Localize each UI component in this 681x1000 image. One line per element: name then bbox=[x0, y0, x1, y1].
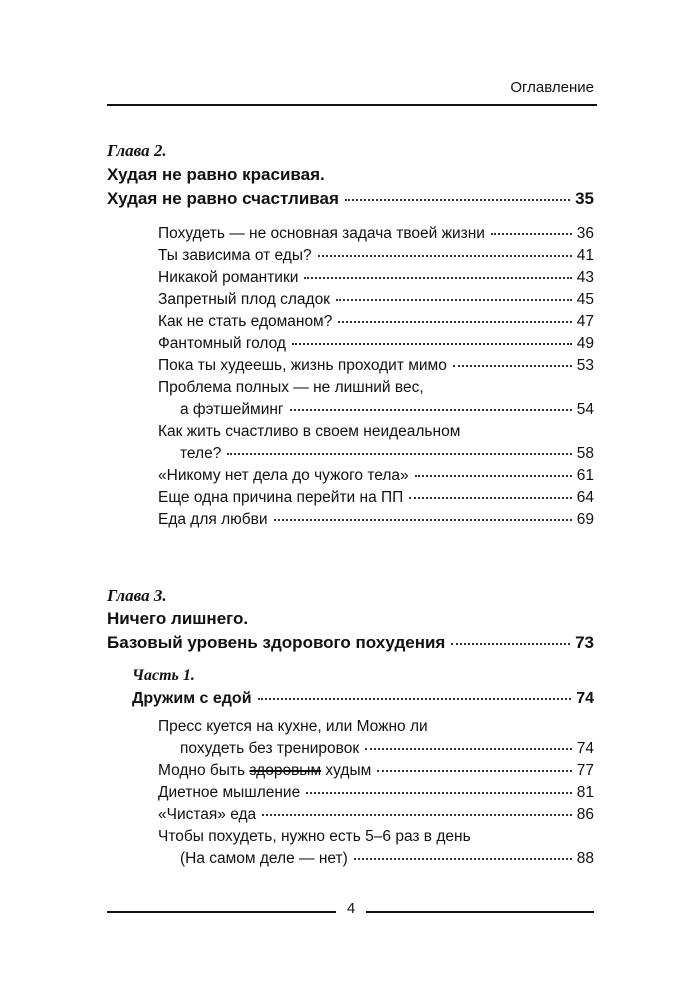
toc-entry-line2[interactable] bbox=[180, 740, 594, 758]
leader-dots bbox=[409, 497, 571, 499]
chapter-3-title-line1 bbox=[107, 609, 248, 629]
toc-entry-title: похудеть без тренировок bbox=[180, 740, 360, 757]
chapter-3-title-line2[interactable] bbox=[107, 633, 594, 653]
leader-dots bbox=[354, 858, 572, 860]
toc-entry-title: Пресс куется на кухне, или Можно ли bbox=[158, 718, 428, 735]
toc-entry[interactable] bbox=[158, 784, 594, 802]
page-number: 74 bbox=[576, 740, 594, 757]
toc-entry-title: Ты зависима от еды? bbox=[158, 247, 312, 264]
page-number: 35 bbox=[575, 189, 594, 208]
leader-dots bbox=[274, 519, 572, 521]
toc-entry[interactable] bbox=[158, 269, 594, 287]
leader-dots bbox=[290, 409, 572, 411]
toc-entry[interactable] bbox=[158, 762, 594, 780]
toc-entry-title: «Чистая» еда bbox=[158, 806, 257, 823]
footer-rule-left bbox=[107, 911, 336, 913]
leader-dots bbox=[451, 643, 570, 645]
chapter-2-title-line2-text: Худая не равно счастливая bbox=[107, 189, 339, 208]
toc-entry-line2[interactable] bbox=[180, 445, 594, 463]
struck-word: здоровым bbox=[249, 762, 322, 779]
toc-entry-title: Никакой романтики bbox=[158, 269, 299, 286]
page-number: 58 bbox=[576, 445, 594, 462]
leader-dots bbox=[258, 698, 572, 700]
toc-entry[interactable] bbox=[158, 489, 594, 507]
toc-entry-title: Как не стать едоманом? bbox=[158, 313, 333, 330]
folio: 4 bbox=[346, 900, 356, 917]
part-1-title-text: Дружим с едой bbox=[132, 690, 252, 707]
footer-rule-right bbox=[366, 911, 594, 913]
toc-entry-line2[interactable] bbox=[180, 401, 594, 419]
toc-entry-title: Проблема полных — не лишний вес, bbox=[158, 379, 424, 396]
leader-dots bbox=[227, 453, 571, 455]
toc-entry-title: Еще одна причина перейти на ПП bbox=[158, 489, 404, 506]
chapter-3-label: Глава 3. bbox=[107, 586, 167, 605]
leader-dots bbox=[365, 748, 572, 750]
leader-dots bbox=[453, 365, 572, 367]
page-number: 77 bbox=[576, 762, 594, 779]
page-number: 61 bbox=[576, 467, 594, 484]
toc-entry-title: Запретный плод сладок bbox=[158, 291, 330, 308]
leader-dots bbox=[306, 792, 572, 794]
part-1-label: Часть 1. bbox=[132, 667, 195, 684]
page-number: 43 bbox=[576, 269, 594, 286]
leader-dots bbox=[292, 343, 572, 345]
toc-entry-title: теле? bbox=[180, 445, 222, 462]
leader-dots bbox=[415, 475, 572, 477]
page-number: 64 bbox=[576, 489, 594, 506]
page-number: 53 bbox=[576, 357, 594, 374]
page-number: 74 bbox=[576, 690, 594, 707]
page-number: 73 bbox=[575, 633, 594, 652]
chapter-2-label: Глава 2. bbox=[107, 141, 167, 160]
page-number: 69 bbox=[576, 511, 594, 528]
toc-entry-title: Фантомный голод bbox=[158, 335, 286, 352]
page-number: 54 bbox=[576, 401, 594, 418]
page-number: 45 bbox=[576, 291, 594, 308]
toc-entry-title: (На самом деле — нет) bbox=[180, 850, 348, 867]
toc-entry[interactable] bbox=[158, 335, 594, 353]
page-number: 36 bbox=[576, 225, 594, 242]
toc-entry-line1[interactable] bbox=[158, 718, 428, 736]
toc-entry-title: Еда для любви bbox=[158, 511, 268, 528]
chapter-2-title-line2[interactable] bbox=[107, 189, 594, 209]
chapter-3-title-line1-text: Ничего лишнего. bbox=[107, 609, 249, 628]
leader-dots bbox=[491, 233, 572, 235]
toc-entry-title: Похудеть — не основная задача твоей жизни bbox=[158, 225, 485, 242]
page-number: 81 bbox=[576, 784, 594, 801]
toc-entry-line1[interactable] bbox=[158, 828, 471, 846]
leader-dots bbox=[338, 321, 571, 323]
leader-dots bbox=[336, 299, 572, 301]
toc-entry-line1[interactable] bbox=[158, 379, 424, 397]
toc-entry-title: «Никому нет дела до чужого тела» bbox=[158, 467, 409, 484]
leader-dots bbox=[377, 770, 572, 772]
toc-entry[interactable] bbox=[158, 313, 594, 331]
top-rule bbox=[107, 104, 597, 106]
toc-entry-title: а фэтшейминг bbox=[180, 401, 284, 418]
page-number: 49 bbox=[576, 335, 594, 352]
leader-dots bbox=[345, 199, 570, 201]
toc-entry-title-before: Модно быть bbox=[158, 762, 246, 779]
toc-entry-title: Диетное мышление bbox=[158, 784, 301, 801]
toc-entry-title: Как жить счастливо в своем неидеальном bbox=[158, 423, 461, 440]
toc-entry-line2[interactable] bbox=[180, 850, 594, 868]
chapter-2-title-line1 bbox=[107, 165, 325, 185]
page-number: 86 bbox=[576, 806, 594, 823]
chapter-3-title-line2-text: Базовый уровень здорового похудения bbox=[107, 633, 446, 652]
toc-entry-title: Чтобы похудеть, нужно есть 5–6 раз в день bbox=[158, 828, 471, 845]
page-number: 88 bbox=[576, 850, 594, 867]
toc-entry-title: Пока ты худеешь, жизнь проходит мимо bbox=[158, 357, 447, 374]
leader-dots bbox=[304, 277, 571, 279]
toc-entry[interactable] bbox=[158, 225, 594, 243]
toc-entry[interactable] bbox=[158, 291, 594, 309]
leader-dots bbox=[262, 814, 572, 816]
page-number: 41 bbox=[576, 247, 594, 264]
running-head: Оглавление bbox=[510, 79, 594, 96]
toc-entry[interactable] bbox=[158, 467, 594, 485]
toc-entry[interactable] bbox=[158, 511, 594, 529]
toc-entry[interactable] bbox=[158, 357, 594, 375]
toc-entry[interactable] bbox=[158, 247, 594, 265]
toc-entry-title-after: худым bbox=[325, 762, 372, 779]
toc-entry[interactable] bbox=[158, 806, 594, 824]
toc-entry-line1[interactable] bbox=[158, 423, 460, 441]
page-number: 47 bbox=[576, 313, 594, 330]
leader-dots bbox=[318, 255, 572, 257]
chapter-2-title-line1-text: Худая не равно красивая. bbox=[107, 165, 325, 184]
part-1-title[interactable] bbox=[132, 690, 594, 708]
toc-entry-title bbox=[158, 762, 371, 780]
